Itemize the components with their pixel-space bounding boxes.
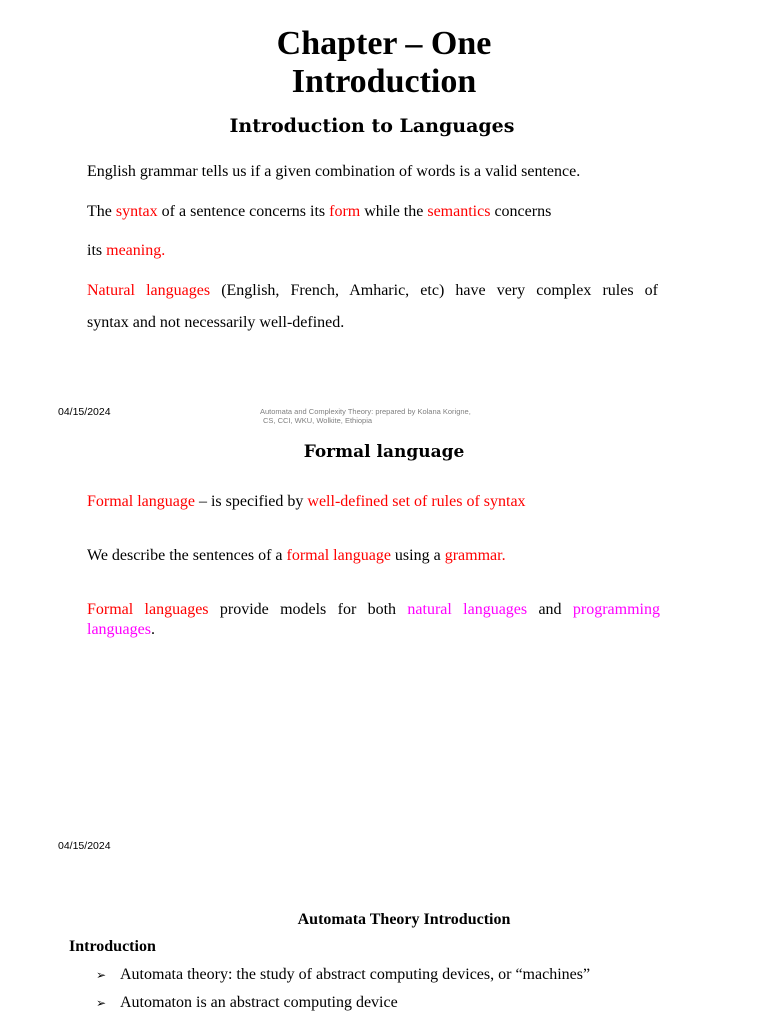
section-heading-languages: Introduction to Languages	[229, 115, 515, 137]
term-natural-languages: Natural languages	[87, 282, 211, 299]
text-segment: and	[527, 601, 573, 618]
footer-date: 04/15/2024	[58, 406, 111, 418]
chapter-title: Chapter – One	[276, 25, 492, 62]
list-item	[96, 965, 590, 985]
section-heading-automata: Automata Theory Introduction	[297, 911, 511, 928]
footer-credit-line2: CS, CCI, WKU, Wolkite, Ethiopia	[263, 416, 373, 425]
text-segment: concerns	[490, 203, 552, 220]
text-segment: using a	[390, 547, 445, 564]
section-heading-formal-language: Formal language	[303, 442, 465, 462]
footer-credit-line1: Automata and Complexity Theory: prepared by Kolana Korigne,	[260, 407, 471, 416]
paragraph-syntax-semantics	[87, 202, 658, 222]
list-item	[96, 993, 398, 1013]
term-rules-of-syntax: well-defined set of rules of syntax	[307, 493, 526, 510]
term-grammar: grammar.	[444, 547, 506, 564]
arrow-bullet-icon: ➢	[96, 968, 107, 982]
term-formal-languages: Formal languages	[87, 601, 209, 618]
term-formal-language: formal language	[286, 547, 391, 564]
term-syntax: syntax	[115, 203, 158, 220]
text-segment: We describe the sentences of a	[87, 547, 287, 564]
chapter-subtitle: Introduction	[291, 63, 477, 100]
text-segment: provide models for both	[208, 601, 408, 618]
text-segment: its	[87, 242, 107, 259]
text-segment: .	[150, 621, 155, 638]
term-languages: languages	[87, 621, 151, 638]
term-form: form	[329, 203, 361, 220]
term-formal-language: Formal language	[87, 493, 195, 510]
paragraph-grammar	[87, 546, 658, 566]
paragraph-formal-definition	[87, 492, 658, 512]
paragraph-meaning	[87, 241, 658, 261]
paragraph-models	[87, 600, 660, 620]
text-segment: while the	[360, 203, 428, 220]
paragraph-natural-languages-line2: syntax and not necessarily well-defined.	[87, 314, 345, 331]
text-segment: The	[87, 203, 116, 220]
subheading-introduction: Introduction	[69, 938, 156, 955]
list-item-text: Automaton is an abstract computing device	[120, 994, 398, 1011]
text-segment: (English, French, Amharic, etc) have very complex rules of	[210, 282, 659, 299]
term-natural-languages: natural languages	[407, 601, 528, 618]
paragraph-models-line2	[87, 620, 658, 640]
text-segment: – is specified by	[194, 493, 308, 510]
footer-date: 04/15/2024	[58, 840, 111, 852]
footer-credit	[260, 407, 520, 425]
text-segment: of a sentence concerns its	[157, 203, 330, 220]
arrow-bullet-icon: ➢	[96, 996, 107, 1010]
paragraph-natural-languages	[87, 281, 658, 301]
list-item-text: Automata theory: the study of abstract computing devices, or “machines”	[120, 966, 591, 983]
paragraph-english-grammar: English grammar tells us if a given combination of words is a valid sentence.	[87, 163, 581, 180]
term-meaning: meaning.	[106, 242, 166, 259]
term-semantics: semantics	[427, 203, 491, 220]
term-programming: programming	[572, 601, 660, 618]
